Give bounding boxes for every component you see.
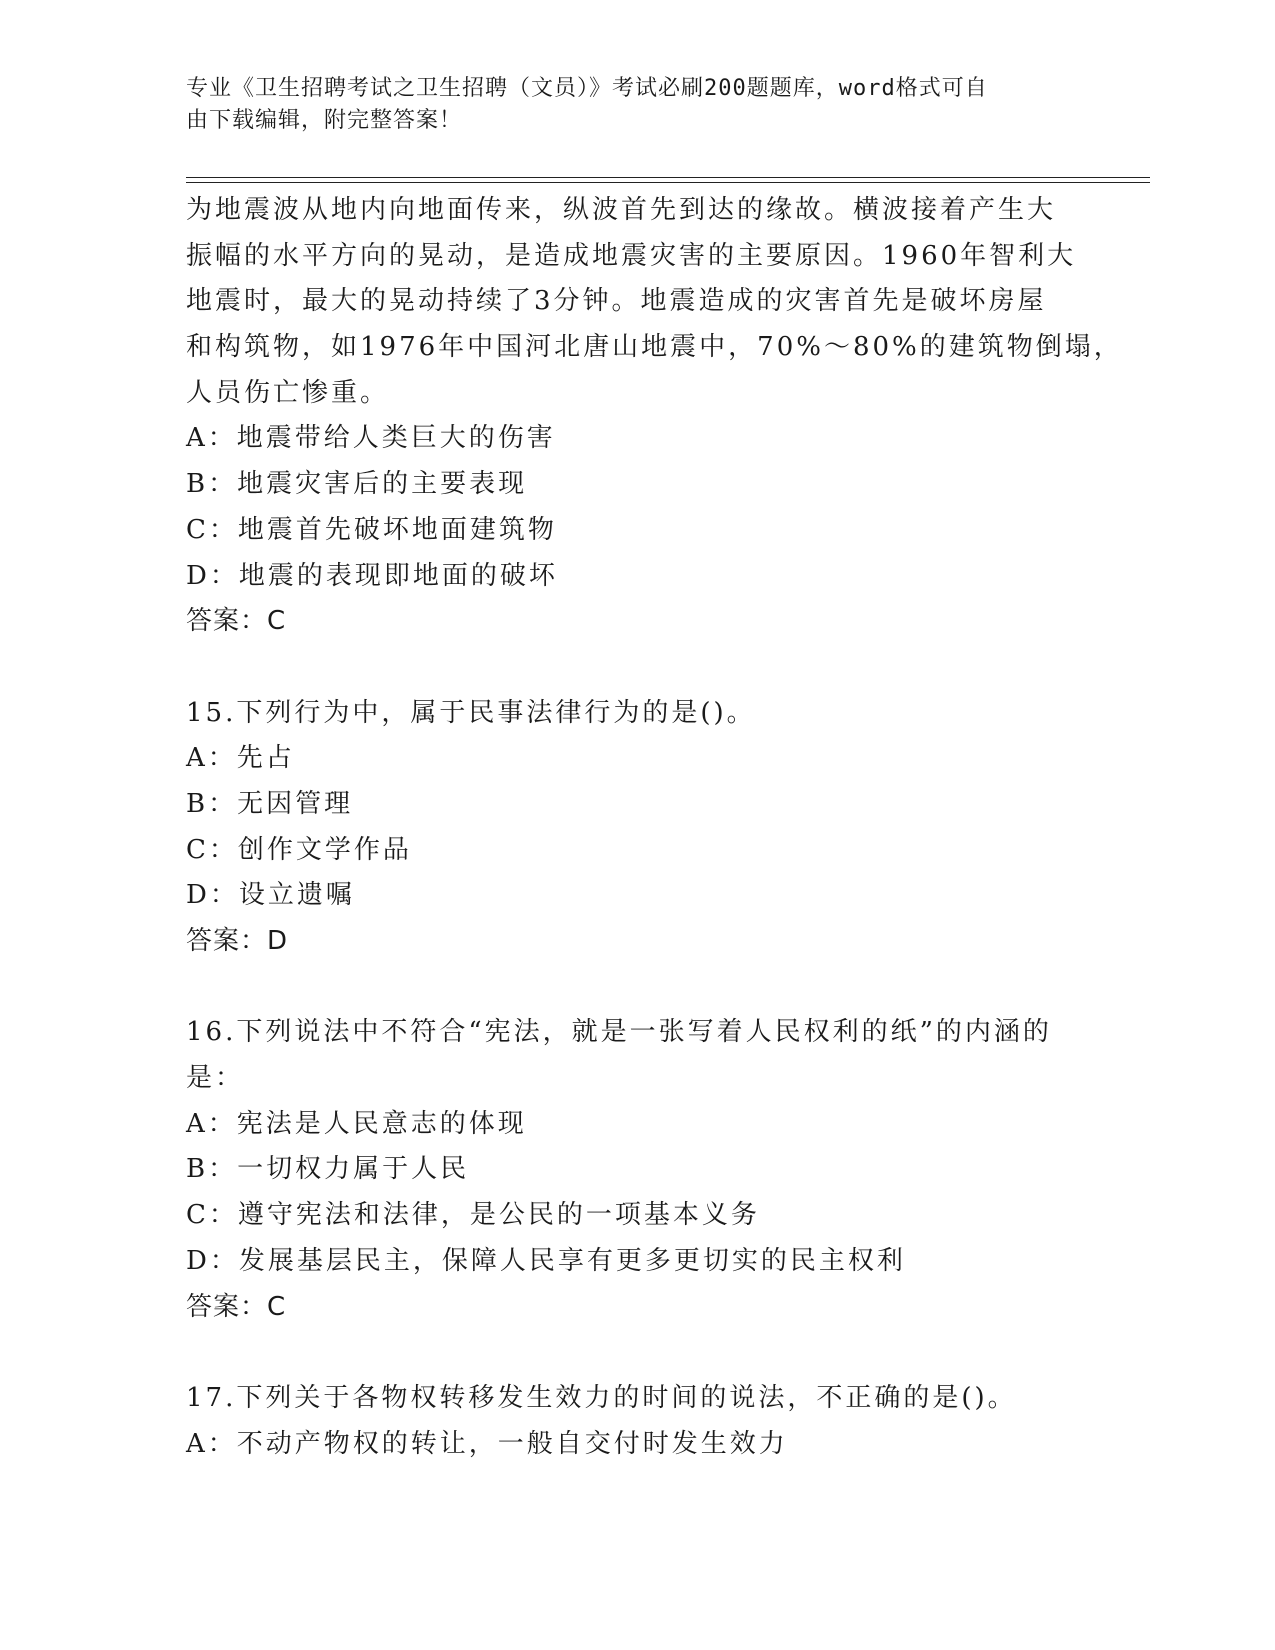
question-17	[186, 1376, 1106, 1467]
spacer	[186, 965, 1106, 1011]
option-b: B：无因管理	[186, 788, 354, 819]
passage-line: 人员伤亡惨重。	[186, 377, 390, 408]
option-a: A：地震带给人类巨大的伤害	[186, 423, 556, 454]
passage-line: 地震时，最大的晃动持续了3分钟。地震造成的灾害首先是破坏房屋	[186, 286, 1047, 317]
option-a: A：先占	[186, 743, 295, 774]
option-b: B：地震灾害后的主要表现	[186, 469, 528, 500]
question-text: 17.下列关于各物权转移发生效力的时间的说法，不正确的是()。	[186, 1382, 1017, 1413]
header-line-1: 专业《卫生招聘考试之卫生招聘（文员）》考试必刷200题题库，word格式可自	[186, 76, 988, 101]
option-c: C：遵守宪法和法律，是公民的一项基本义务	[186, 1200, 760, 1231]
header-line-2: 由下载编辑，附完整答案！	[186, 108, 463, 133]
question-16	[186, 1010, 1106, 1330]
passage-line: 振幅的水平方向的晃动，是造成地震灾害的主要原因。1960年智利大	[186, 240, 1077, 271]
header-divider-top	[186, 177, 1150, 178]
question-text: 15.下列行为中，属于民事法律行为的是()。	[186, 697, 756, 728]
question-text: 16.下列说法中不符合“宪法，就是一张写着人民权利的纸”的内涵的	[186, 1017, 1052, 1048]
answer: 答案：C	[186, 606, 287, 637]
option-d: D：发展基层民主，保障人民享有更多更切实的民主权利	[186, 1245, 906, 1276]
question-text: 是：	[186, 1063, 245, 1094]
option-c: C：创作文学作品	[186, 834, 412, 865]
option-d: D：设立遗嘱	[186, 880, 355, 911]
answer: 答案：C	[186, 1291, 287, 1322]
option-d: D：地震的表现即地面的破坏	[186, 560, 558, 591]
question-content	[186, 188, 1123, 1467]
document-header	[186, 73, 1086, 137]
passage-line: 为地震波从地内向地面传来，纵波首先到达的缘故。横波接着产生大	[186, 195, 1057, 225]
question-14	[186, 188, 1123, 645]
option-a: A：宪法是人民意志的体现	[186, 1108, 527, 1139]
option-b: B：一切权力属于人民	[186, 1154, 470, 1185]
header-divider-bottom	[186, 182, 1150, 183]
spacer	[186, 1330, 1106, 1376]
answer: 答案：D	[186, 926, 289, 956]
option-c: C：地震首先破坏地面建筑物	[186, 514, 557, 545]
question-15	[186, 691, 1106, 965]
passage-line: 和构筑物，如1976年中国河北唐山地震中，70%～80%的建筑物倒塌，	[186, 332, 1123, 363]
option-a: A：不动产物权的转让，一般自交付时发生效力	[186, 1428, 788, 1459]
spacer	[186, 645, 1106, 691]
